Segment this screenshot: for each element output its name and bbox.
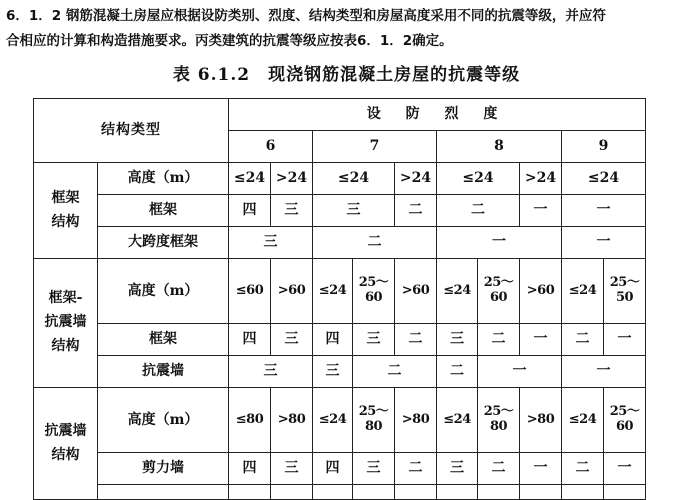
grade-cell: 四 [229,324,271,356]
height-cell: ≤24 [313,388,353,453]
grade-cell: 一 [604,453,646,485]
cut-off-row-cell [478,485,520,500]
grade-cell: 三 [271,324,313,356]
cut-off-row-cell [520,485,562,500]
shear-wall-wall-label: 剪力墙 [98,453,229,485]
height-cell: 25～ 50 [604,259,646,324]
structure-type-header: 结构类型 [34,99,229,163]
clause-paragraph [6,4,688,54]
grade-cell: 一 [562,195,646,227]
grade-cell: 二 [437,356,478,388]
cut-off-row-cell [271,485,313,500]
height-cell: ≤24 [562,388,604,453]
height-cell: ≤24 [313,259,353,324]
grade-cell: 三 [353,324,395,356]
height-cell: ≤60 [229,259,271,324]
grade-cell: 二 [395,195,437,227]
height-cell: ≤24 [437,259,478,324]
grade-cell: 四 [313,453,353,485]
grade-cell: 三 [313,356,353,388]
height-cell: >60 [520,259,562,324]
clause-line-2: 合相应的计算和构造措施要求。丙类建筑的抗震等级应按表6．1．2确定。 [6,33,453,49]
clause-line-1: 6．1．2 钢筋混凝土房屋应根据设防类别、烈度、结构类型和房屋高度采用不同的抗震等级，并应符 [6,8,606,24]
shear-wall-height-label: 高度（m） [98,388,229,453]
table-number: 表 6.1.2 [172,65,251,85]
height-cell: >24 [395,163,437,195]
grade-cell: 三 [271,453,313,485]
group-frame-wall-structure: 框架- 抗震墙 结构 [34,259,98,388]
intensity-6: 6 [229,131,313,163]
grade-cell: 三 [271,195,313,227]
grade-cell: 二 [395,324,437,356]
height-cell: ≤24 [229,163,271,195]
grade-cell: 四 [313,324,353,356]
intensity-header: 设 防 烈 度 [229,99,646,131]
height-cell: >60 [271,259,313,324]
cut-off-row-cell [437,485,478,500]
grade-cell: 一 [562,227,646,259]
intensity-8: 8 [437,131,562,163]
intensity-9: 9 [562,131,646,163]
height-cell: >60 [395,259,437,324]
grade-cell: 二 [437,195,520,227]
grade-cell: 四 [229,195,271,227]
grade-cell: 一 [478,356,562,388]
height-cell: 25～ 80 [353,388,395,453]
height-cell: ≤24 [437,163,520,195]
height-cell: 25～ 60 [353,259,395,324]
cut-off-row-cell [98,485,229,500]
frame-wall-frame-label: 框架 [98,324,229,356]
height-cell: ≤24 [437,388,478,453]
height-cell: ≤24 [562,163,646,195]
table-title: 现浇钢筋混凝土房屋的抗震等级 [268,65,521,85]
height-cell: ≤24 [313,163,395,195]
grade-cell: 三 [437,324,478,356]
height-cell: >80 [271,388,313,453]
grade-cell: 二 [395,453,437,485]
grade-cell: 一 [520,195,562,227]
height-cell: >24 [520,163,562,195]
seismic-grade-table [33,98,646,500]
grade-cell: 三 [353,453,395,485]
cut-off-row-cell [395,485,437,500]
grade-cell: 二 [478,324,520,356]
height-cell: >24 [271,163,313,195]
table-caption [0,60,693,85]
cut-off-row-cell [229,485,271,500]
grade-cell: 三 [229,356,313,388]
grade-cell: 四 [229,453,271,485]
grade-cell: 二 [313,227,437,259]
large-span-frame-label: 大跨度框架 [98,227,229,259]
height-cell: 25～ 60 [604,388,646,453]
grade-cell: 三 [437,453,478,485]
grade-cell: 一 [437,227,562,259]
height-cell: >80 [520,388,562,453]
grade-cell: 一 [520,324,562,356]
grade-cell: 二 [478,453,520,485]
grade-cell: 一 [562,356,646,388]
grade-cell: 二 [562,453,604,485]
group-shear-wall-structure: 抗震墙 结构 [34,388,98,500]
height-cell: ≤80 [229,388,271,453]
frame-wall-height-label: 高度（m） [98,259,229,324]
cut-off-row-cell [353,485,395,500]
intensity-7: 7 [313,131,437,163]
frame-label: 框架 [98,195,229,227]
height-cell: ≤24 [562,259,604,324]
grade-cell: 二 [353,356,437,388]
height-cell: 25～ 80 [478,388,520,453]
grade-cell: 三 [229,227,313,259]
height-cell: 25～ 60 [478,259,520,324]
cut-off-row-cell [604,485,646,500]
frame-wall-wall-label: 抗震墙 [98,356,229,388]
grade-cell: 一 [520,453,562,485]
height-cell: >80 [395,388,437,453]
cut-off-row-cell [562,485,604,500]
grade-cell: 三 [313,195,395,227]
grade-cell: 二 [562,324,604,356]
grade-cell: 一 [604,324,646,356]
group-frame-structure: 框架 结构 [34,163,98,259]
frame-height-label: 高度（m） [98,163,229,195]
cut-off-row-cell [313,485,353,500]
